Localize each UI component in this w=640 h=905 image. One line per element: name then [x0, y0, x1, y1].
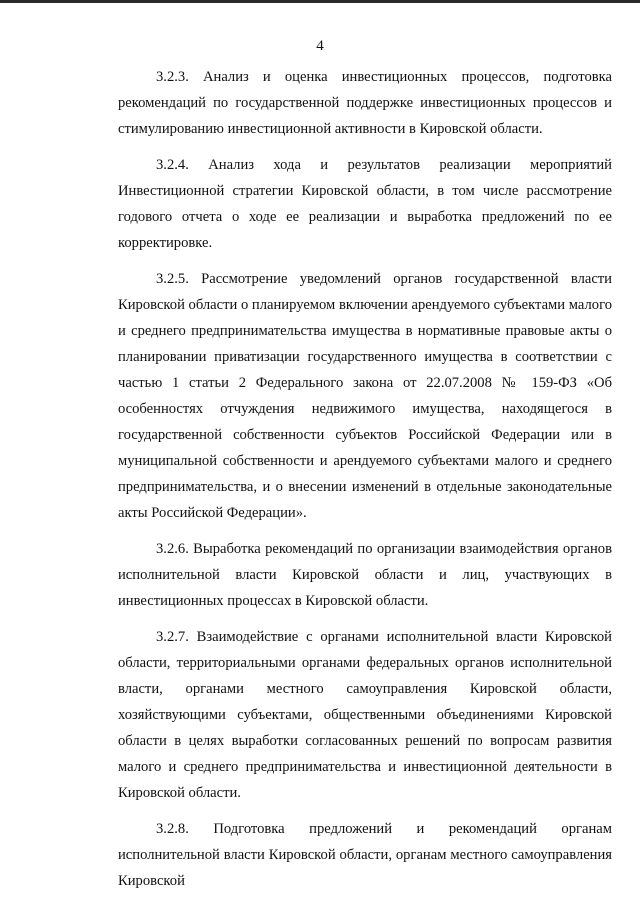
paragraph-3-2-8: 3.2.8. Подготовка предложений и рекомендаций органам исполнительной власти Кировской области, органам местного самоуправления Кировской	[118, 821, 612, 889]
paragraph-3-2-7: 3.2.7. Взаимодействие с органами исполнительной власти Кировской области, территориальными органами федеральных органов исполнительной власти, органами местного самоуправления Кировской области, хозяйствующими субъектами, общественными объединениями Кировской области в целях выработки согласованных решений по вопросам развития малого и среднего предпринимательства и инвестиционной деятельности в Кировской области.	[118, 629, 612, 801]
page-top-border	[0, 0, 640, 3]
paragraph-3-2-5: 3.2.5. Рассмотрение уведомлений органов государственной власти Кировской области о планируемом включении арендуемого субъектами малого и среднего предпринимательства имущества в нормативные правовые акты о планировании приватизации государственного имущества в соответствии с частью 1 статьи 2 Федерального закона от 22.07.2008 № 159-ФЗ «Об особенностях отчуждения недвижимого имущества, находящегося в государственной собственности субъектов Российской Федерации или в муниципальной собственности и арендуемого субъектами малого и среднего предпринимательства, и о внесении изменений в отдельные законодательные акты Российской Федерации».	[118, 271, 612, 521]
document-body	[118, 64, 612, 904]
paragraph-3-2-4: 3.2.4. Анализ хода и результатов реализации мероприятий Инвестиционной стратегии Кировской области, в том числе рассмотрение годового отчета о ходе ее реализации и выработка предложений по ее корректировке.	[118, 157, 612, 251]
page-number: 4	[316, 38, 324, 54]
paragraph-3-2-3: 3.2.3. Анализ и оценка инвестиционных процессов, подготовка рекомендаций по государственной поддержке инвестиционных процессов и стимулированию инвестиционной активности в Кировской области.	[118, 69, 612, 137]
paragraph-3-2-6: 3.2.6. Выработка рекомендаций по организации взаимодействия органов исполнительной власти Кировской области и лиц, участвующих в инвестиционных процессах в Кировской области.	[118, 541, 612, 609]
